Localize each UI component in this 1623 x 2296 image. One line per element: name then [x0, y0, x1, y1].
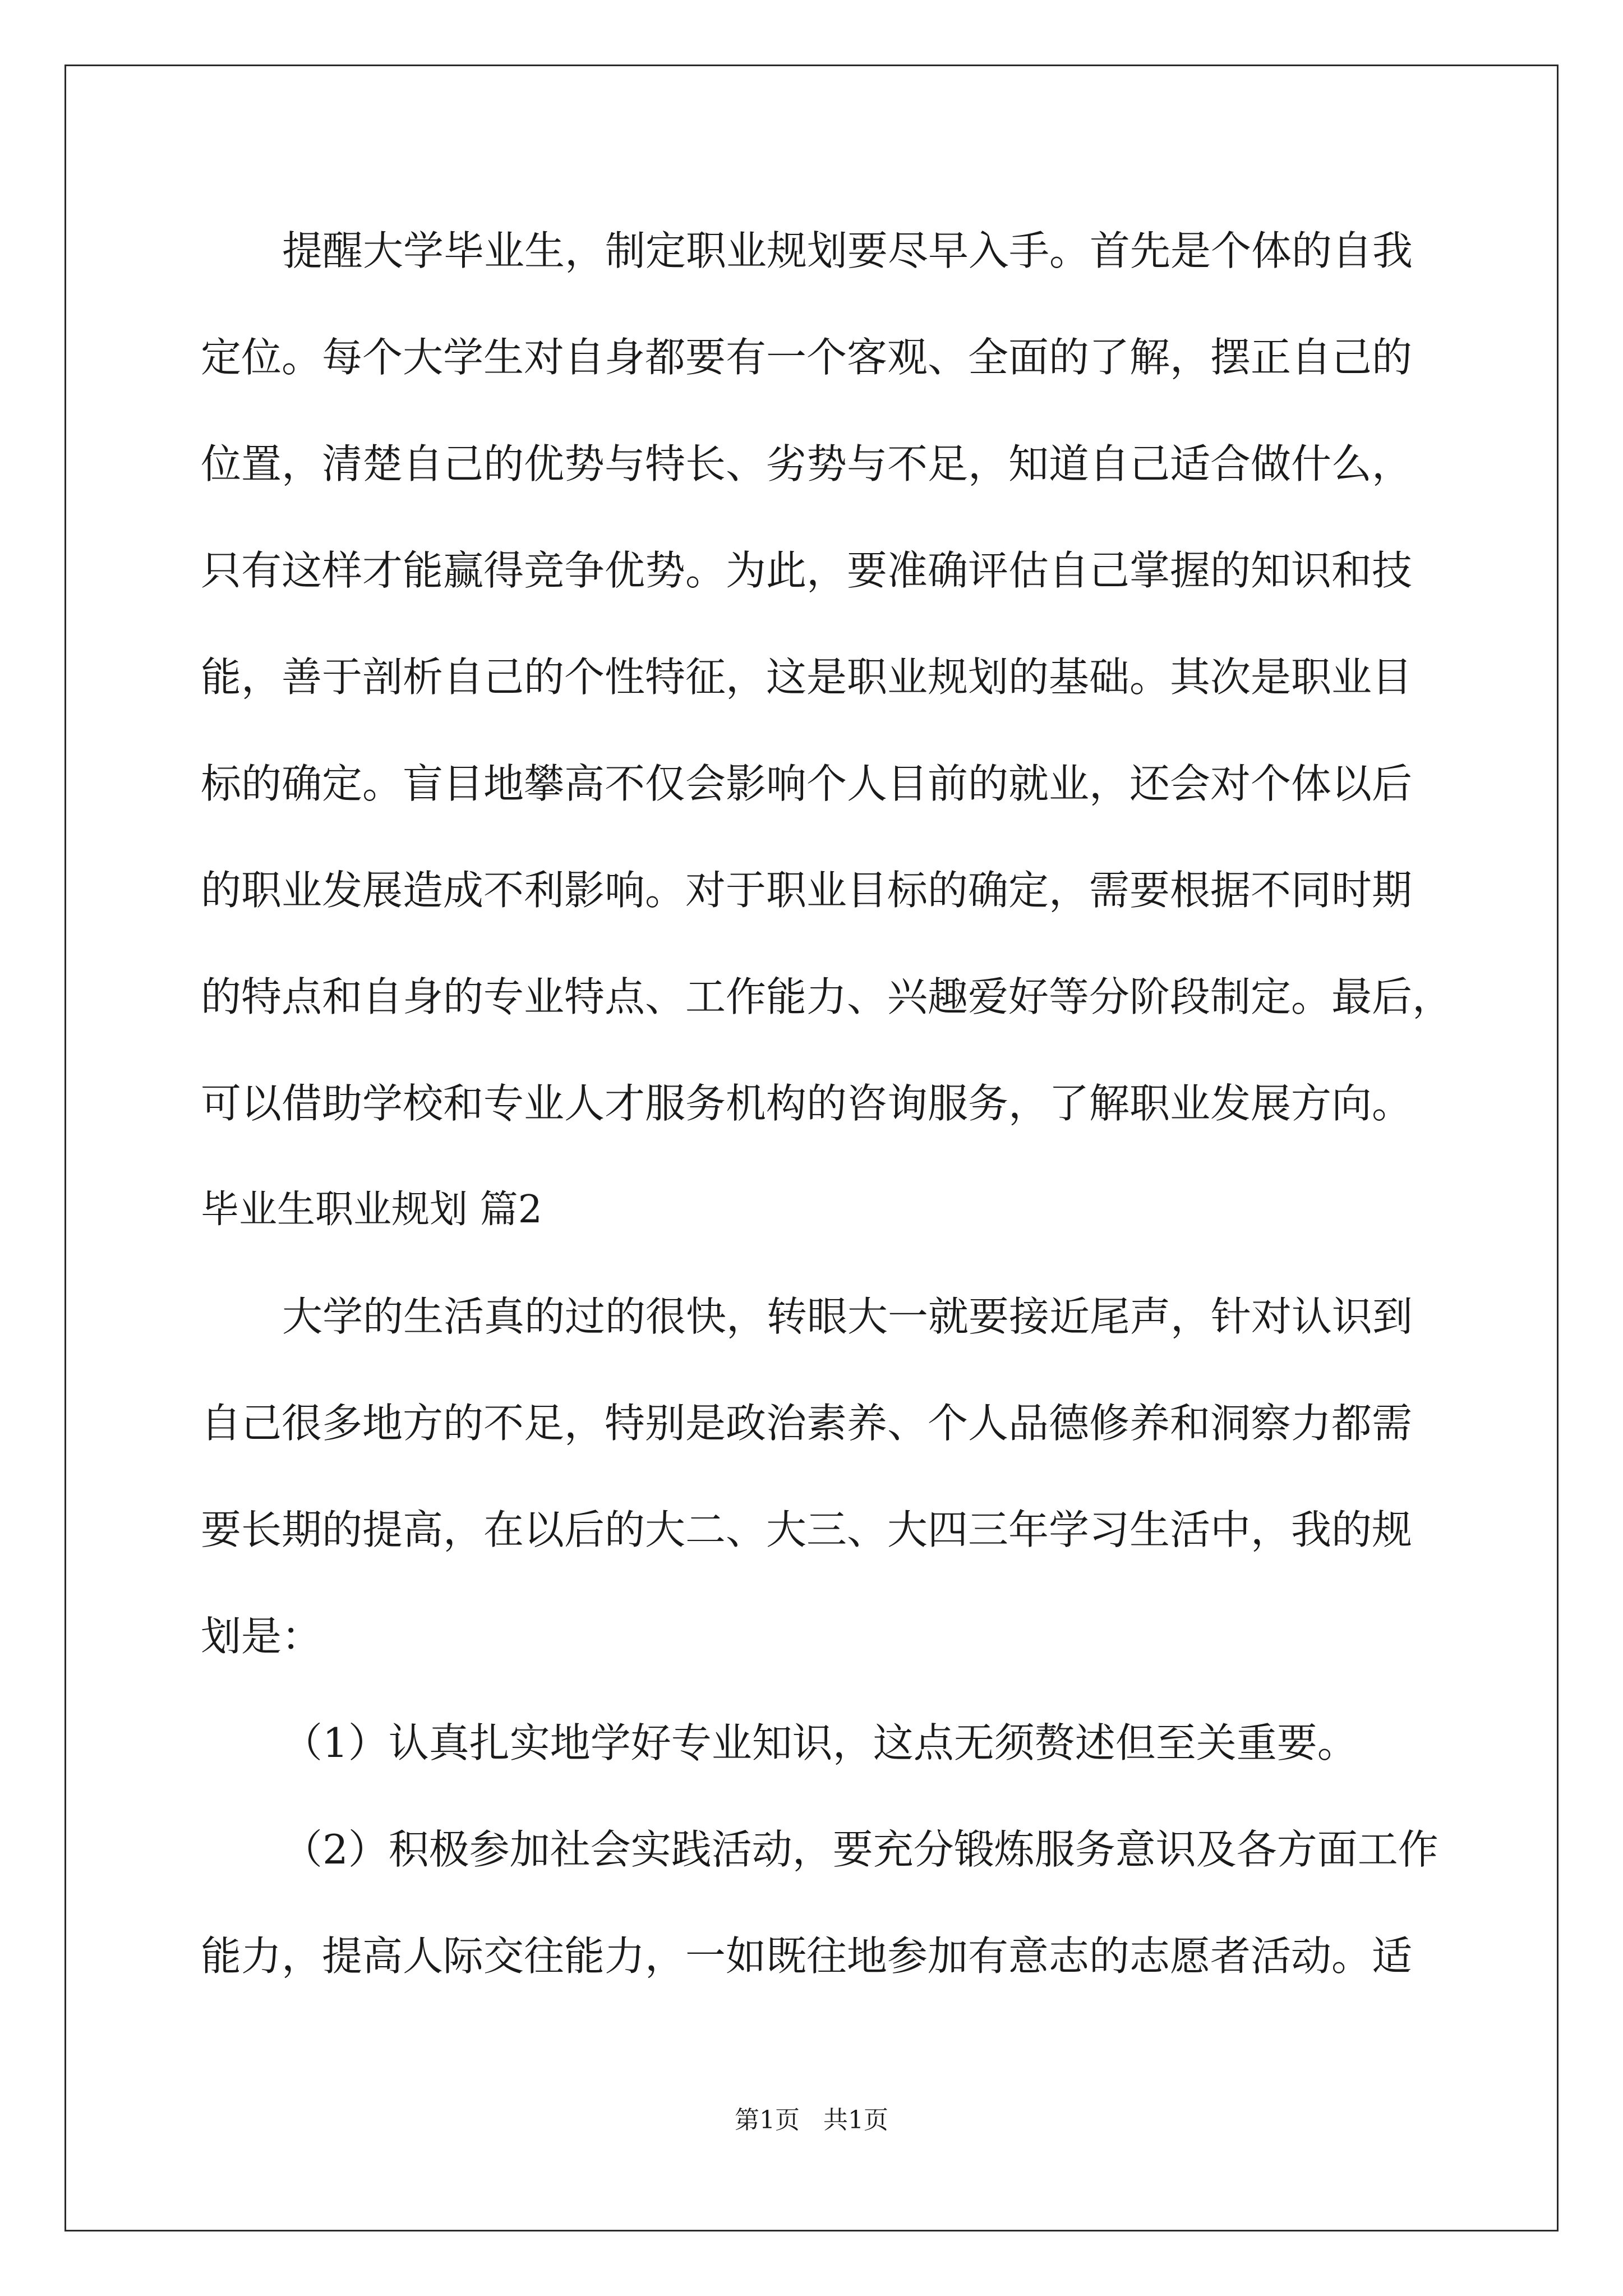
paragraph-line: 划是： [201, 1613, 322, 1660]
paragraph-line: 只有这样才能赢得竞争优势。为此，要准确评估自己掌握的知识和技 [201, 547, 1413, 594]
paragraph-line: 能，善于剖析自己的个性特征，这是职业规划的基础。其次是职业目 [201, 654, 1413, 701]
paragraph-line: 定位。每个大学生对自身都要有一个客观、全面的了解，摆正自己的 [201, 334, 1413, 381]
paragraph-line: 大学的生活真的过的很快，转眼大一就要接近尾声，针对认识到 [282, 1293, 1413, 1340]
paragraph-line: 提醒大学毕业生，制定职业规划要尽早入手。首先是个体的自我 [282, 227, 1413, 274]
paragraph-line: 要长期的提高，在以后的大二、大三、大四三年学习生活中，我的规 [201, 1506, 1413, 1553]
paragraph-line: 的特点和自身的专业特点、工作能力、兴趣爱好等分阶段制定。最后， [201, 973, 1453, 1020]
paragraph-line: 可以借助学校和专业人才服务机构的咨询服务，了解职业发展方向。 [201, 1080, 1413, 1127]
paragraph-line: 位置，清楚自己的优势与特长、劣势与不足，知道自己适合做什么， [201, 440, 1413, 487]
document-body [201, 216, 1453, 2028]
section-heading: 毕业生职业规划 篇2 [201, 1188, 542, 1232]
paragraph-line: 能力，提高人际交往能力，一如既往地参加有意志的志愿者活动。适 [201, 1932, 1413, 1980]
paragraph-line: 自己很多地方的不足，特别是政治素养、个人品德修养和洞察力都需 [201, 1400, 1413, 1447]
list-item-line: （1）认真扎实地学好专业知识，这点无须赘述但至关重要。 [282, 1719, 1358, 1766]
paragraph-line: 标的确定。盲目地攀高不仅会影响个人目前的就业，还会对个体以后 [201, 760, 1413, 807]
list-item-line: （2）积极参加社会实践活动，要充分锻炼服务意识及各方面工作 [282, 1826, 1438, 1873]
page-number-footer: 第1页 共1页 [735, 2106, 888, 2134]
paragraph-line: 的职业发展造成不利影响。对于职业目标的确定，需要根据不同时期 [201, 867, 1413, 914]
